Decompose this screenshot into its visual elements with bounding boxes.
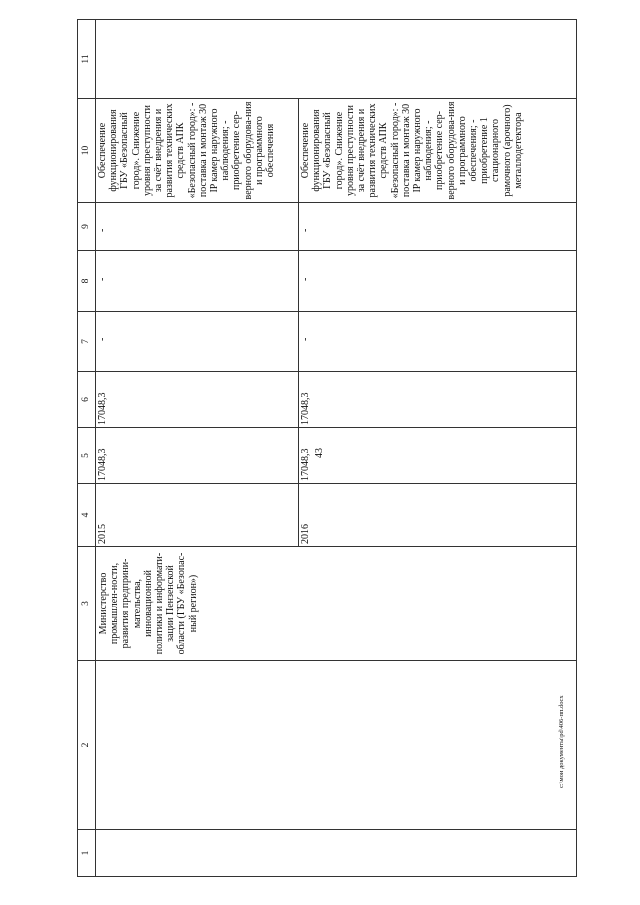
cell-total-amount: 17048,3 [96, 428, 299, 484]
cell-local-budget: - [96, 251, 299, 312]
page-number: 43 [314, 448, 325, 458]
cell-expected-result: Обеспечение функционирования ГБУ «Безопасный город». Снижение уровня преступности за счёт внедрения и развития технических средств АПК «Безопасный город»: - поставка и монтаж 30 IP камер наружного наблюдения; - приобретение сер-верного оборудова-ния и программного обеспечения; - приобретение 1 стационарного рамочного (арочного) металлодетектора [299, 99, 577, 203]
header-col-2: 2 [78, 661, 96, 830]
cell-total-amount: 17048,3 [299, 428, 577, 484]
header-row [78, 20, 96, 877]
header-col-6: 6 [78, 372, 96, 428]
cell-executor: Министерство промышлен-ности, развития предприни-мательства, инновационной политики и информати-зации Пензенской области (ГБУ «Безопас-ный регион») [96, 547, 577, 661]
header-col-3: 3 [78, 547, 96, 661]
cell-measure-name [96, 661, 577, 830]
cell-year: 2015 [96, 484, 299, 547]
cell-year: 2016 [299, 484, 577, 547]
cell-number [96, 830, 577, 877]
measures-table [77, 19, 577, 877]
cell-regional-budget: 17048,3 [299, 372, 577, 428]
cell-expected-result: Обеспечение функционирования ГБУ «Безопасный город». Снижение уровня преступности за счёт внедрения и развития технических средств АПК «Безопасный город»: - поставка и монтаж 30 IP камер наружного наблюдения; - приобретение сер-верного оборудова-ния и программного обеспечения [96, 99, 299, 203]
header-col-1: 1 [78, 830, 96, 877]
header-col-5: 5 [78, 428, 96, 484]
header-col-9: 9 [78, 203, 96, 251]
cell-other-sources: - [299, 203, 577, 251]
table-row-2015 [96, 20, 299, 877]
cell-col-11 [96, 20, 577, 99]
header-col-11: 11 [78, 20, 96, 99]
header-col-4: 4 [78, 484, 96, 547]
header-col-8: 8 [78, 251, 96, 312]
footer-file-path: c:\мои документы\pd\406-пп.docx [558, 695, 565, 788]
program-table [77, 20, 577, 877]
cell-regional-budget: 17048,3 [96, 372, 299, 428]
header-col-10: 10 [78, 99, 96, 203]
cell-federal-budget: - [96, 312, 299, 372]
header-col-7: 7 [78, 312, 96, 372]
cell-other-sources: - [96, 203, 299, 251]
cell-federal-budget: - [299, 312, 577, 372]
cell-local-budget: - [299, 251, 577, 312]
